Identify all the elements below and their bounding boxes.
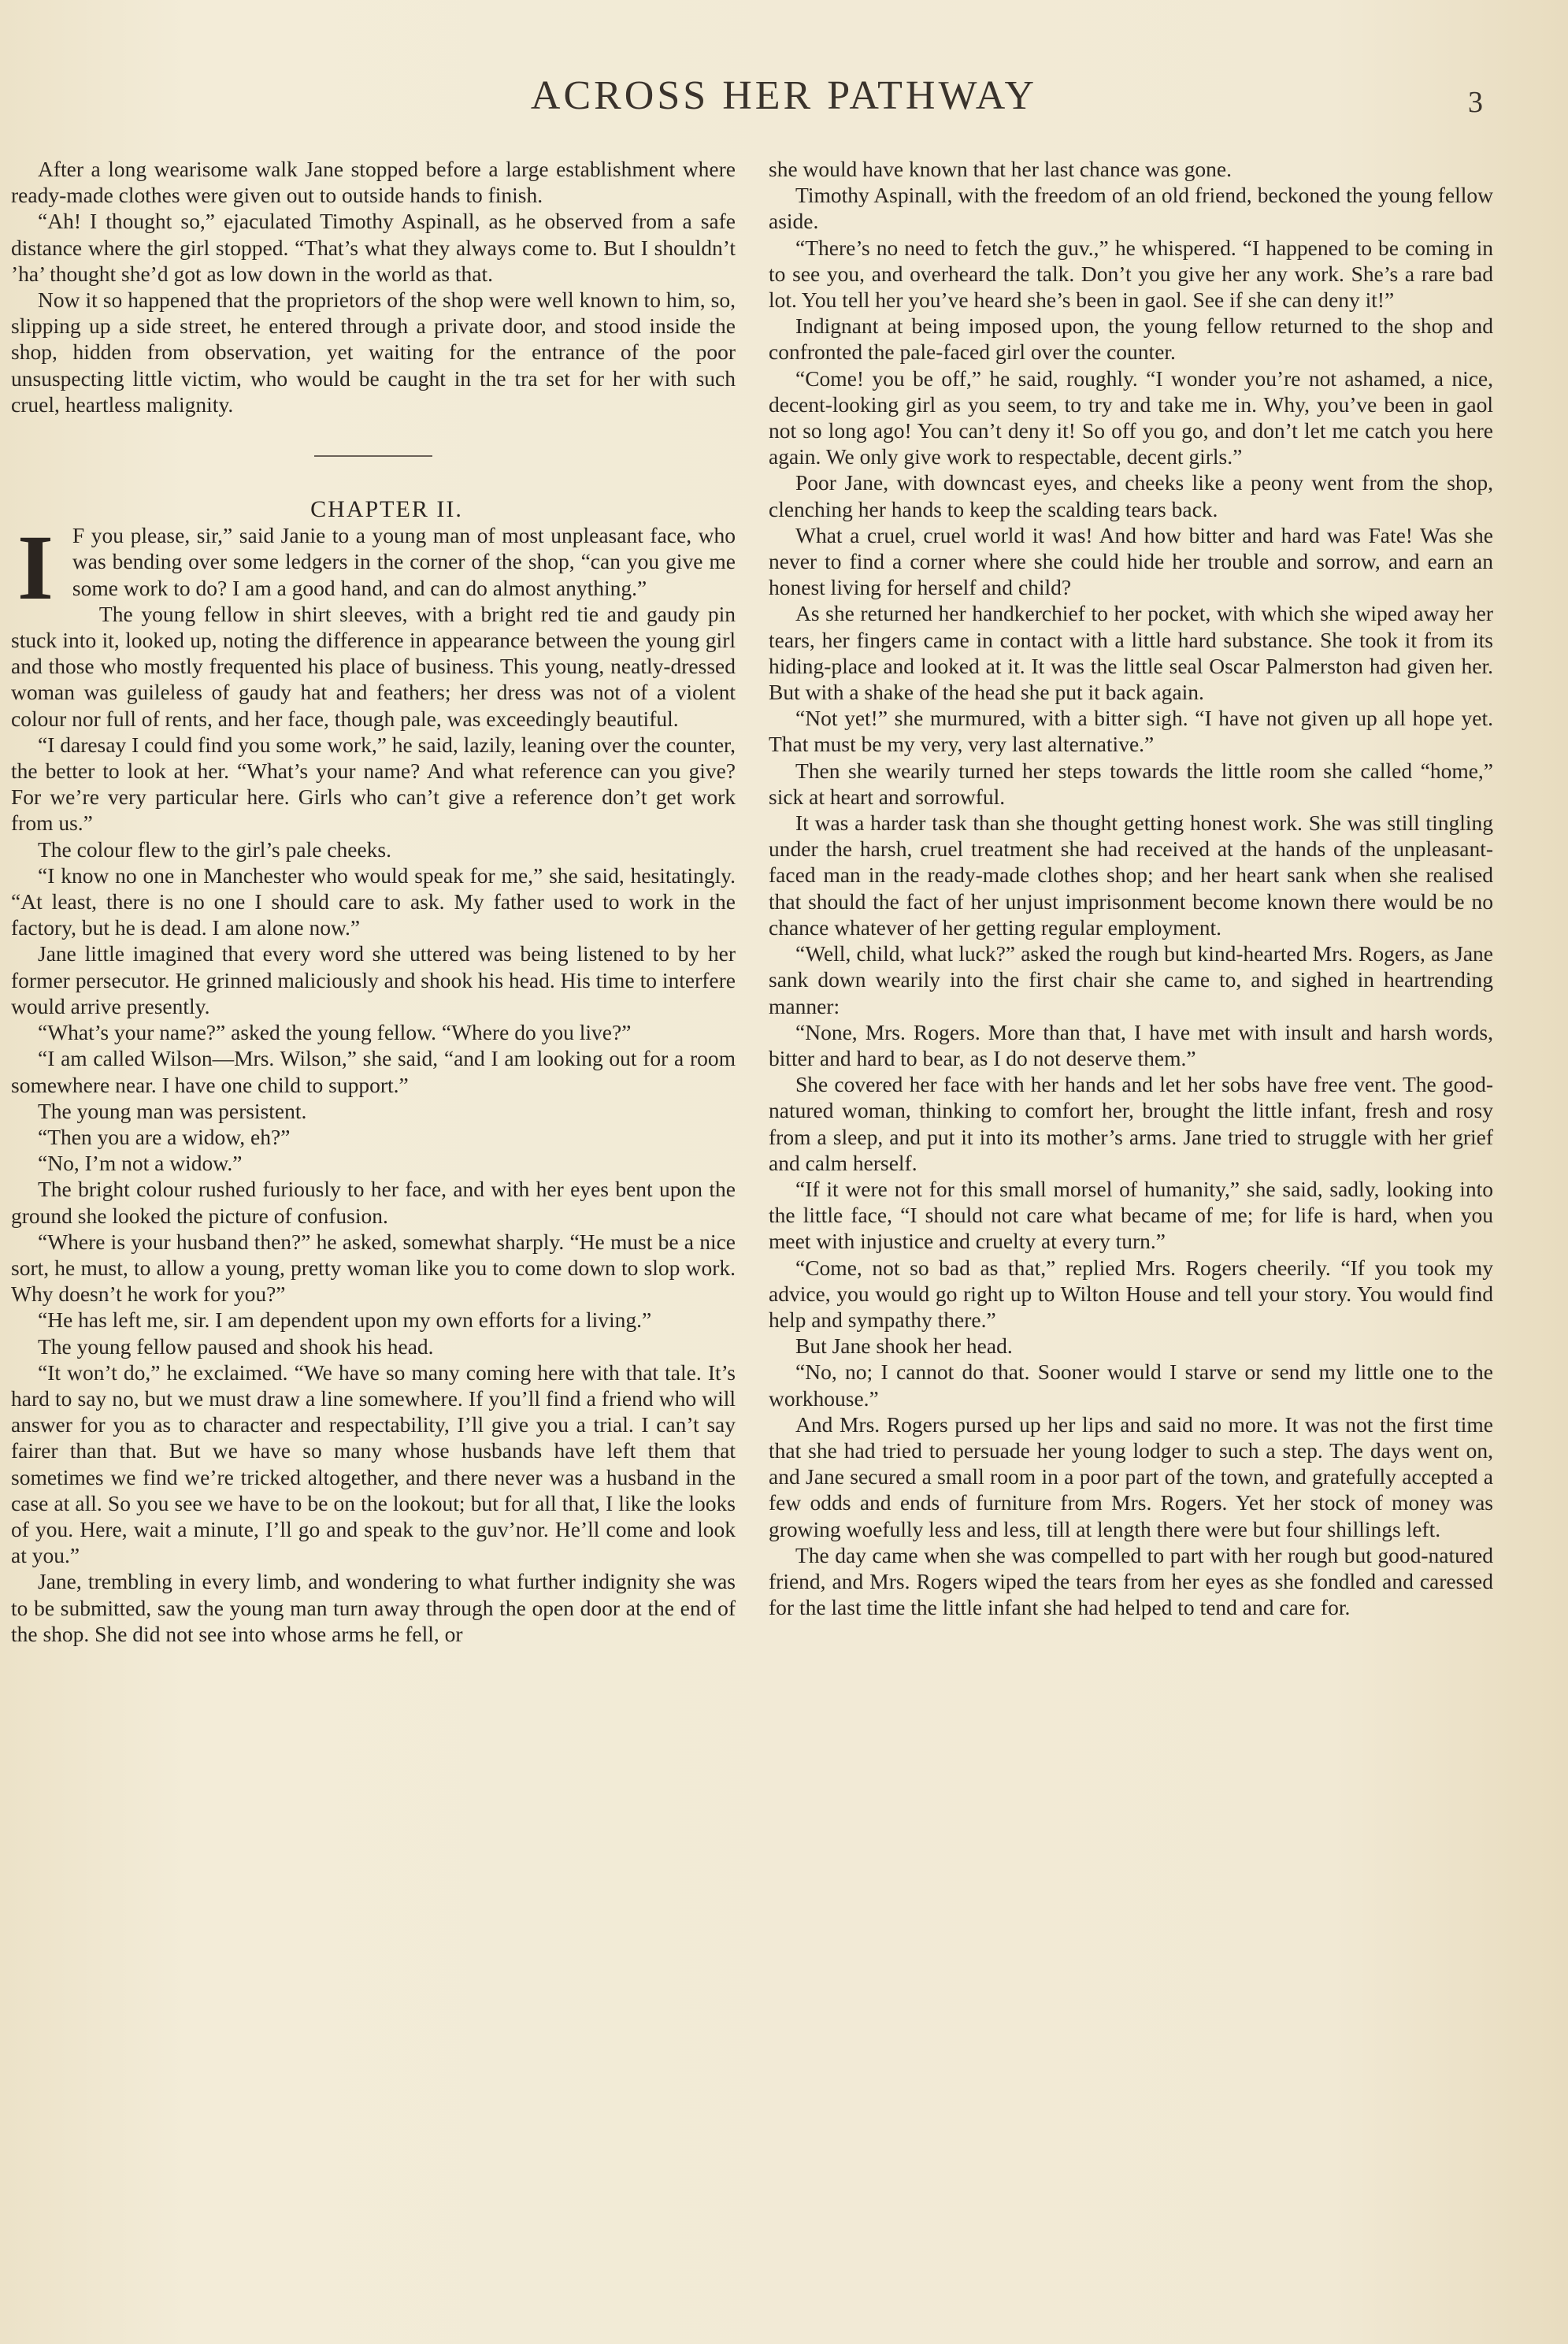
body-paragraph: “If it were not for this small morsel of humanity,” she said, sadly, looking into the little face, “I should not care what became of me; for life is hard, when you meet with injustice and cruelty at every turn.” xyxy=(769,1176,1493,1254)
body-paragraph: “He has left me, sir. I am dependent upon my own efforts for a living.” xyxy=(38,1307,652,1333)
body-paragraph: And Mrs. Rogers pursed up her lips and said no more. It was not the first time that she had tried to persuade her young lodger to such a step. The days went on, and Jane secured a small room in a poor part of the town, and gratefully accepted a few odds and ends of furniture from Mrs. Rogers. Yet her stock of money was growing woefully less and less, till at length there were but four shillings left. xyxy=(769,1411,1493,1541)
right-column xyxy=(769,156,1493,1620)
body-paragraph: “Come! you be off,” he said, roughly. “I wonder you’re not ashamed, a nice, decent-looking girl as you seem, to try and take me in. Why, you’ve been in gaol not so long ago! You can’t deny it! So off you go, and don’t let me catch you here again. We only give work to respectable, decent girls.” xyxy=(769,365,1493,469)
body-paragraph: “Then you are a widow, eh?” xyxy=(38,1124,291,1149)
body-paragraph: “Ah! I thought so,” ejaculated Timothy Aspinall, as he observed from a safe distance where the girl stopped. “That’s what they always come to. But I shouldn’t ’ha’ thought she’d got as low down in the world as that. xyxy=(11,209,736,286)
body-paragraph: “I daresay I could find you some work,” he said, lazily, leaning over the counter, the better to look at her. “What’s your name? And what reference can you give? For we’re very particular here. Girls who can’t give a reference don’t get work from us.” xyxy=(11,732,736,836)
body-paragraph: “There’s no need to fetch the guv.,” he whispered. “I happened to be coming in to see you, and overheard the talk. Don’t you give her any work. She’s a rare bad lot. You tell her you’ve heard she’s been in gaol. See if she can deny it!” xyxy=(769,235,1493,313)
body-paragraph: The young fellow in shirt sleeves, with a bright red tie and gaudy pin stuck into it, looked up, noting the difference in appearance between the young girl and those who mostly frequented his place of business. This young, neatly-dressed woman was guileless of gaudy hat and feathers; her dress was not of a violent colour nor full of rents, and her face, though pale, was exceedingly beautiful. xyxy=(11,601,736,731)
body-paragraph: Timothy Aspinall, with the freedom of an old friend, beckoned the young fellow aside. xyxy=(769,183,1493,234)
drop-cap-letter: I xyxy=(17,516,54,620)
body-paragraph: Now it so happened that the proprietors of the shop were well known to him, so, slipping up a side street, he entered through a private door, and stood inside the shop, hidden from observation, yet waiting for the entrance of the poor unsuspecting little victim, who would be caught in the tra set for her with such cruel, heartless malignity. xyxy=(11,287,736,417)
body-paragraph: She covered her face with her hands and let her sobs have free vent. The good-natured woman, thinking to comfort her, brought the little infant, fresh and rosy from a sleep, and put it into its mother’s arms. Jane tried to struggle with her grief and calm herself. xyxy=(769,1072,1493,1175)
body-paragraph: “None, Mrs. Rogers. More than that, I have met with insult and harsh words, bitter and hard to bear, as I do not deserve them.” xyxy=(769,1019,1493,1070)
body-paragraph: The colour flew to the girl’s pale cheeks. xyxy=(38,836,392,862)
body-paragraph: Jane little imagined that every word she uttered was being listened to by her former persecutor. He grinned maliciously and shook his head. His time to interfere would arrive presently. xyxy=(11,941,736,1018)
body-paragraph: The day came when she was compelled to part with her rough but good-natured friend, and Mrs. Rogers wiped the tears from her eyes as she fondled and caressed for the last time the little infant she had helped to tend and care for. xyxy=(769,1542,1493,1620)
running-title: ACROSS HER PATHWAY xyxy=(530,73,1038,118)
chapter-divider xyxy=(314,455,432,457)
body-paragraph: Jane, trembling in every limb, and wondering to what further indignity she was to be submitted, saw the young man turn away through the open door at the end of the shop. She did not see into whose arms he fell, or xyxy=(11,1569,736,1646)
body-paragraph: “Come, not so bad as that,” replied Mrs. Rogers cheerily. “If you took my advice, you would go right up to Wilton House and tell your story. You would find help and sympathy there.” xyxy=(769,1255,1493,1332)
dropcap-paragraph xyxy=(11,516,736,620)
body-paragraph: The young fellow paused and shook his head. xyxy=(38,1333,434,1359)
body-paragraph: “I know no one in Manchester who would speak for me,” she said, hesitatingly. “At least, there is no one I should care to ask. My father used to work in the factory, but he is dead. I am alone now.” xyxy=(11,862,736,940)
body-paragraph: After a long wearisome walk Jane stopped before a large establishment where ready-made clothes were given out to outside hands to finish. xyxy=(11,157,736,208)
body-paragraph: Poor Jane, with downcast eyes, and cheeks like a peony went from the shop, clenching her hands to keep the scalding tears back. xyxy=(769,470,1493,521)
body-paragraph: What a cruel, cruel world it was! And how bitter and hard was Fate! Was she never to find a corner where she could hide her trouble and sorrow, and earn an honest living for herself and child? xyxy=(769,522,1493,600)
chapter-heading: CHAPTER II. xyxy=(310,496,463,523)
body-paragraph: “Well, child, what luck?” asked the rough but kind-hearted Mrs. Rogers, as Jane sank down wearily into the first chair she came to, and sighed in heartrending manner: xyxy=(769,941,1493,1018)
dropcap-paragraph-text: F you please, sir,” said Janie to a young man of most unpleasant face, who was bending over some ledgers in the corner of the shop, “can you give me some work to do? I am a good hand, and can do almost anything.” xyxy=(72,523,736,600)
body-paragraph: “No, I’m not a widow.” xyxy=(38,1151,243,1176)
body-paragraph: “Not yet!” she murmured, with a bitter sigh. “I have not given up all hope yet. That must be my very, very last alternative.” xyxy=(769,706,1493,757)
body-paragraph: It was a harder task than she thought getting honest work. She was still tingling under the harsh, cruel treatment she had received at the hands of the unpleasant-faced man in the ready-made clothes shop; and her heart sank when she realised that should the fact of her unjust imprisonment become known there would be no chance whatever of her getting regular employment. xyxy=(769,810,1493,940)
body-paragraph: “It won’t do,” he exclaimed. “We have so many coming here with that tale. It’s hard to say no, but we must draw a line somewhere. If you’ll find a friend who will answer for you as to character and respectability, I’ll give you a trial. I can’t say fairer than that. But we have so many whose husbands have left them that sometimes we find we’re tricked altogether, and there never was a husband in the case at all. So you see we have to be on the lookout; but for all that, I like the looks of you. Here, wait a minute, I’ll go and speak to the guv’nor. He’ll come and look at you.” xyxy=(11,1359,736,1568)
left-column xyxy=(11,156,736,1647)
body-paragraph: “No, no; I cannot do that. Sooner would I starve or send my little one to the workhouse.” xyxy=(769,1359,1493,1411)
body-paragraph: The young man was persistent. xyxy=(38,1098,307,1123)
body-paragraph: Indignant at being imposed upon, the young fellow returned to the shop and confronted the pale-faced girl over the counter. xyxy=(769,313,1493,365)
page-number: 3 xyxy=(1468,86,1483,119)
body-paragraph: As she returned her handkerchief to her pocket, with which she wiped away her tears, her fingers came in contact with a little hard substance. She took it from its hiding-place and looked at it. It was the little seal Oscar Palmerston had given her. But with a shake of the head she put it back again. xyxy=(769,601,1493,705)
body-paragraph: But Jane shook her head. xyxy=(795,1333,1013,1359)
body-paragraph: she would have known that her last chance was gone. xyxy=(769,157,1233,181)
body-paragraph: “Where is your husband then?” he asked, somewhat sharply. “He must be a nice sort, he must, to allow a young, pretty woman like you to come down to slop work. Why doesn’t he work for you?” xyxy=(11,1229,736,1307)
body-paragraph: “What’s your name?” asked the young fellow. “Where do you live?” xyxy=(38,1020,632,1045)
body-paragraph: Then she wearily turned her steps towards the little room she called “home,” sick at heart and sorrowful. xyxy=(769,758,1493,809)
body-paragraph: The bright colour rushed furiously to her face, and with her eyes bent upon the ground she looked the picture of confusion. xyxy=(11,1177,736,1228)
body-paragraph: “I am called Wilson—Mrs. Wilson,” she said, “and I am looking out for a room somewhere near. I have one child to support.” xyxy=(11,1046,736,1097)
